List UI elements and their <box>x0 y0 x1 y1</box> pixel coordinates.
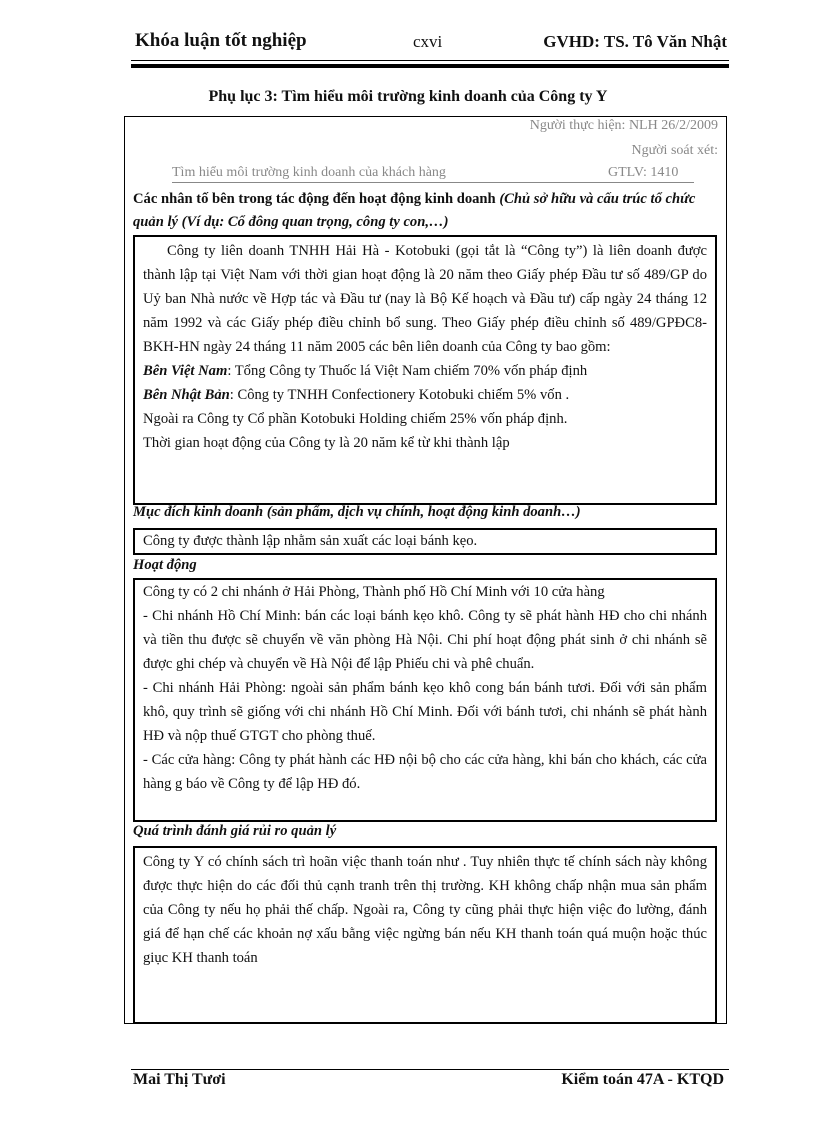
reviewed-by: Người soát xét: <box>631 143 718 158</box>
vn-text: : Tổng Công ty Thuốc lá Việt Nam chiếm 70% vốn pháp định <box>227 363 588 379</box>
vn-label: Bên Việt Nam <box>143 363 228 379</box>
section3-branches-line: Công ty có 2 chi nhánh ở Hải Phòng, Thành phố Hồ Chí Minh với 10 cửa hàng <box>143 584 605 600</box>
section1-title-bold: Các nhân tố bên trong tác động đến hoạt động kinh doanh <box>133 191 496 207</box>
section1-title <box>133 188 723 234</box>
section3-title <box>133 557 197 574</box>
section3-title-text: Hoạt động <box>133 557 197 573</box>
header-supervisor: GVHD: TS. Tô Văn Nhật <box>543 32 727 51</box>
section1-holding-line: Ngoài ra Công ty Cổ phần Kotobuki Holding chiếm 25% vốn pháp định. <box>143 411 568 427</box>
section4-title <box>133 823 336 840</box>
worksheet-subject: Tìm hiểu môi trường kinh doanh của khách hàng <box>172 165 446 180</box>
section1-duration-line: Thời gian hoạt động của Công ty là 20 năm kể từ khi thành lập <box>143 435 510 451</box>
section1-jp-line <box>143 383 707 407</box>
page-header <box>135 30 727 56</box>
jp-label: Bên Nhật Bản <box>143 387 230 403</box>
header-rule-thick <box>131 64 729 68</box>
section4-box <box>133 846 717 1024</box>
section3-store-paragraph: - Các cửa hàng: Công ty phát hành các HĐ nội bộ cho các cửa hàng, khi bán cho khách, các cửa hàng g báo về Công ty để lập HĐ đó. <box>143 752 707 792</box>
jp-text: : Công ty TNHH Confectionery Kotobuki chiếm 5% vốn . <box>229 387 570 403</box>
appendix-title: Phụ lục 3: Tìm hiểu môi trường kinh doanh của Công ty Y <box>208 88 608 105</box>
header-page-number: cxvi <box>413 32 443 51</box>
section1-vn-line <box>143 359 707 383</box>
section1-title-italic: (Chủ sở hữu và cấu trúc tổ chức quản lý (Ví dụ: Cổ đông quan trọng, công ty con,…) <box>133 191 696 230</box>
section1-paragraph: Công ty liên doanh TNHH Hải Hà - Kotobuki (gọi tắt là “Công ty”) là liên doanh được thành lập tại Việt Nam với thời gian hoạt động là 20 năm theo Giấy phép Đầu tư số 489/GP do Uỷ ban Nhà nước về Hợp tác và Đầu tư (nay là Bộ Kế hoạch và Đầu tư) cấp ngày 24 tháng 12 năm 1992 và các Giấy phép điều chỉnh bổ sung. Theo Giấy phép điều chỉnh số 489/GPĐC8-BKH-HN ngày 24 tháng 11 năm 2005 các bên liên doanh của Công ty bao gồm: <box>143 243 707 355</box>
section2-title-text: Mục đích kinh doanh (sản phẩm, dịch vụ chính, hoạt động kinh doanh…) <box>133 504 581 520</box>
footer-course: Kiểm toán 47A - KTQD <box>561 1071 724 1088</box>
header-thesis-title: Khóa luận tốt nghiệp <box>135 30 307 51</box>
section1-box <box>133 235 717 505</box>
header-rule-thin <box>131 60 729 61</box>
section4-title-text: Quá trình đánh giá rủi ro quản lý <box>133 823 337 839</box>
prepared-by: Người thực hiện: NLH 26/2/2009 <box>529 118 718 133</box>
subject-rule <box>172 182 694 183</box>
footer-rule <box>131 1069 729 1070</box>
section2-box <box>133 528 717 555</box>
worksheet-ref: GTLV: 1410 <box>608 165 679 180</box>
section3-hp-paragraph: - Chi nhánh Hải Phòng: ngoài sản phẩm bánh kẹo khô cong bán bánh tươi. Đối với sản phẩm khô, quy trình sẽ giống với chi nhánh Hồ Chí Minh. Đối với bánh tươi, chi nhánh sẽ phát hành HĐ và nộp thuế GTGT cho phòng thuế. <box>143 680 707 744</box>
section2-text: Công ty được thành lập nhằm sản xuất các loại bánh kẹo. <box>143 533 478 549</box>
section3-box <box>133 578 717 822</box>
section3-hcm-paragraph: - Chi nhánh Hồ Chí Minh: bán các loại bánh kẹo khô. Công ty sẽ phát hành HĐ cho chi nhánh và tiền thu được sẽ chuyển về văn phòng Hà Nội. Chi phí hoạt động phát sinh ở chi nhánh sẽ được ghi chép và chuyển về Hà Nội để lập Phiếu chi và phê chuẩn. <box>143 608 707 672</box>
footer-author: Mai Thị Tươi <box>133 1071 226 1088</box>
section2-title <box>133 504 581 521</box>
section4-paragraph: Công ty Y có chính sách trì hoãn việc thanh toán như . Tuy nhiên thực tế chính sách này không được thực hiện do các đối thủ cạnh tranh trên thị trường. KH không chấp nhận mua sản phẩm của Công ty nếu họ phải thế chấp. Ngoài ra, Công ty cũng phải thực hiện việc đo lường, đánh giá để hạn chế các khoản nợ xấu bằng việc ngừng bán nếu KH thanh toán quá muộn hoặc thúc giục KH thanh toán <box>143 854 707 966</box>
